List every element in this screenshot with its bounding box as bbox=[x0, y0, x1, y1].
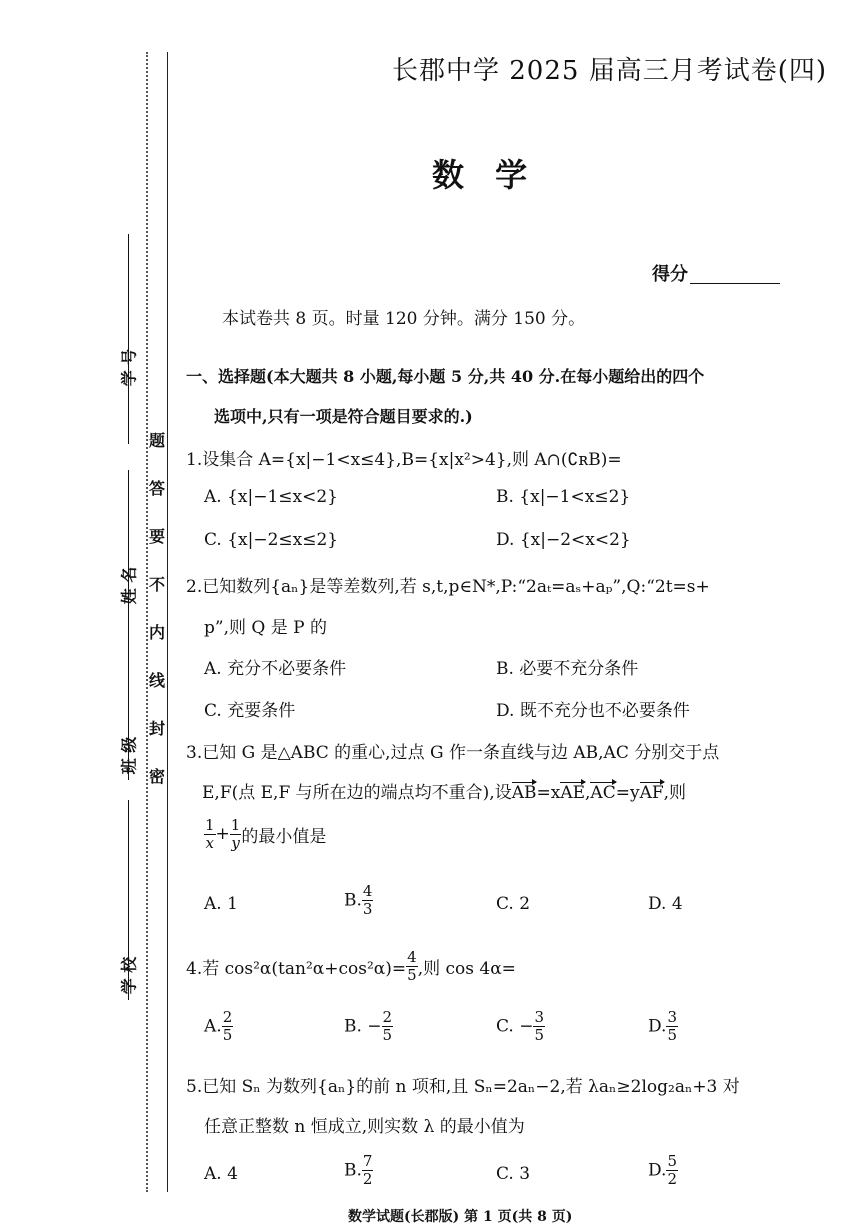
label-xingming: 姓 名 bbox=[119, 566, 139, 605]
q2-option-c[interactable]: C. 充要条件 bbox=[204, 701, 296, 721]
q1-option-d[interactable]: D. {x|−2<x<2} bbox=[496, 530, 631, 550]
q2-option-b[interactable]: B. 必要不充分条件 bbox=[496, 659, 639, 679]
warning-char: 内 bbox=[148, 623, 165, 642]
vector-ae: AE bbox=[560, 783, 586, 803]
xuehao-blank[interactable] bbox=[128, 234, 129, 444]
warning-char: 密 bbox=[148, 767, 165, 786]
fraction-1-over-y: $\frac{1}{y}$ bbox=[230, 816, 241, 852]
q3-stem-line1: 3.已知 G 是△ABC 的重心,过点 G 作一条直线与边 AB,AC 分别交于点 bbox=[186, 743, 720, 763]
q4-option-b[interactable]: B. − $\frac{2}{5}$ bbox=[344, 1008, 393, 1044]
warning-char: 要 bbox=[148, 527, 165, 546]
q3-option-b[interactable]: B. $\frac{4}{3}$ bbox=[344, 882, 373, 918]
vector-ac: AC bbox=[590, 783, 616, 803]
warning-char: 封 bbox=[148, 719, 165, 738]
label-xuexiao: 学 校 bbox=[119, 956, 139, 995]
xuexiao-blank[interactable] bbox=[128, 800, 129, 1000]
q5-stem-line1: 5.已知 Sₙ 为数列{aₙ}的前 n 项和,且 Sₙ=2aₙ−2,若 λaₙ≥2log₂aₙ+3 对 bbox=[186, 1077, 740, 1097]
warning-char: 题 bbox=[148, 431, 165, 450]
q5-stem-line2: 任意正整数 n 恒成立,则实数 λ 的最小值为 bbox=[204, 1117, 525, 1137]
q4-stem: 4.若 cos²α(tan²α+cos²α)= $\frac{4}{5}$ ,则 cos 4α= bbox=[186, 948, 516, 984]
q5-option-b[interactable]: B. $\frac{7}{2}$ bbox=[344, 1152, 373, 1188]
q4-option-a[interactable]: A. $\frac{2}{5}$ bbox=[204, 1008, 233, 1044]
section1-line2: 选项中,只有一项是符合题目要求的.) bbox=[214, 407, 473, 426]
q1-stem: 1.设集合 A={x|−1<x≤4},B={x|x²>4},则 A∩(∁ʀB)= bbox=[186, 450, 622, 470]
q3-option-d[interactable]: D. 4 bbox=[648, 894, 683, 914]
xingming-blank[interactable] bbox=[128, 470, 129, 620]
q1-option-c[interactable]: C. {x|−2≤x≤2} bbox=[204, 530, 339, 550]
fraction-1-over-x: $\frac{1}{x}$ bbox=[205, 816, 215, 852]
section1-line1: 一、选择题(本大题共 8 小题,每小题 5 分,共 40 分.在每小题给出的四个 bbox=[186, 367, 705, 386]
q2-stem-line2: p”,则 Q 是 P 的 bbox=[204, 618, 327, 638]
q3-stem-line2: E,F(点 E,F 与所在边的端点均不重合),设AB=xAE,AC=yAF,则 bbox=[202, 783, 687, 803]
label-xuehao: 学 号 bbox=[119, 348, 139, 387]
warning-char: 答 bbox=[148, 479, 165, 498]
exam-info: 本试卷共 8 页。时量 120 分钟。满分 150 分。 bbox=[222, 309, 586, 329]
q2-stem-line1: 2.已知数列{aₙ}是等差数列,若 s,t,p∈N*,P:“2aₜ=aₛ+aₚ”,Q:“2t=s+ bbox=[186, 577, 710, 597]
q2-option-d[interactable]: D. 既不充分也不必要条件 bbox=[496, 701, 690, 721]
page-footer: 数学试题(长郡版) 第 1 页(共 8 页) bbox=[348, 1209, 573, 1225]
q3-option-a[interactable]: A. 1 bbox=[204, 894, 238, 914]
warning-char: 不 bbox=[148, 575, 165, 594]
score-blank[interactable] bbox=[690, 283, 780, 284]
vector-ab: AB bbox=[511, 783, 537, 803]
q5-option-a[interactable]: A. 4 bbox=[204, 1164, 238, 1184]
label-banji: 班 级 bbox=[119, 736, 139, 775]
exam-title: 长郡中学 2025 届高三月考试卷(四) bbox=[392, 56, 827, 86]
q4-option-d[interactable]: D. $\frac{3}{5}$ bbox=[648, 1008, 677, 1044]
q2-option-a[interactable]: A. 充分不必要条件 bbox=[204, 659, 347, 679]
q1-option-a[interactable]: A. {x|−1≤x<2} bbox=[204, 487, 338, 507]
vector-af: AF bbox=[639, 783, 664, 803]
q3-option-c[interactable]: C. 2 bbox=[496, 894, 531, 914]
q5-option-d[interactable]: D. $\frac{5}{2}$ bbox=[648, 1152, 677, 1188]
score-label: 得分 bbox=[652, 264, 688, 285]
q4-option-c[interactable]: C. − $\frac{3}{5}$ bbox=[496, 1008, 544, 1044]
warning-char: 线 bbox=[148, 671, 165, 690]
subject-title: 数 学 bbox=[432, 156, 538, 194]
q1-option-b[interactable]: B. {x|−1<x≤2} bbox=[496, 487, 631, 507]
q3-stem-line3: $\frac{1}{x}$ + $\frac{1}{y}$ 的最小值是 bbox=[205, 816, 327, 852]
banji-blank[interactable] bbox=[128, 620, 129, 780]
q5-option-c[interactable]: C. 3 bbox=[496, 1164, 531, 1184]
